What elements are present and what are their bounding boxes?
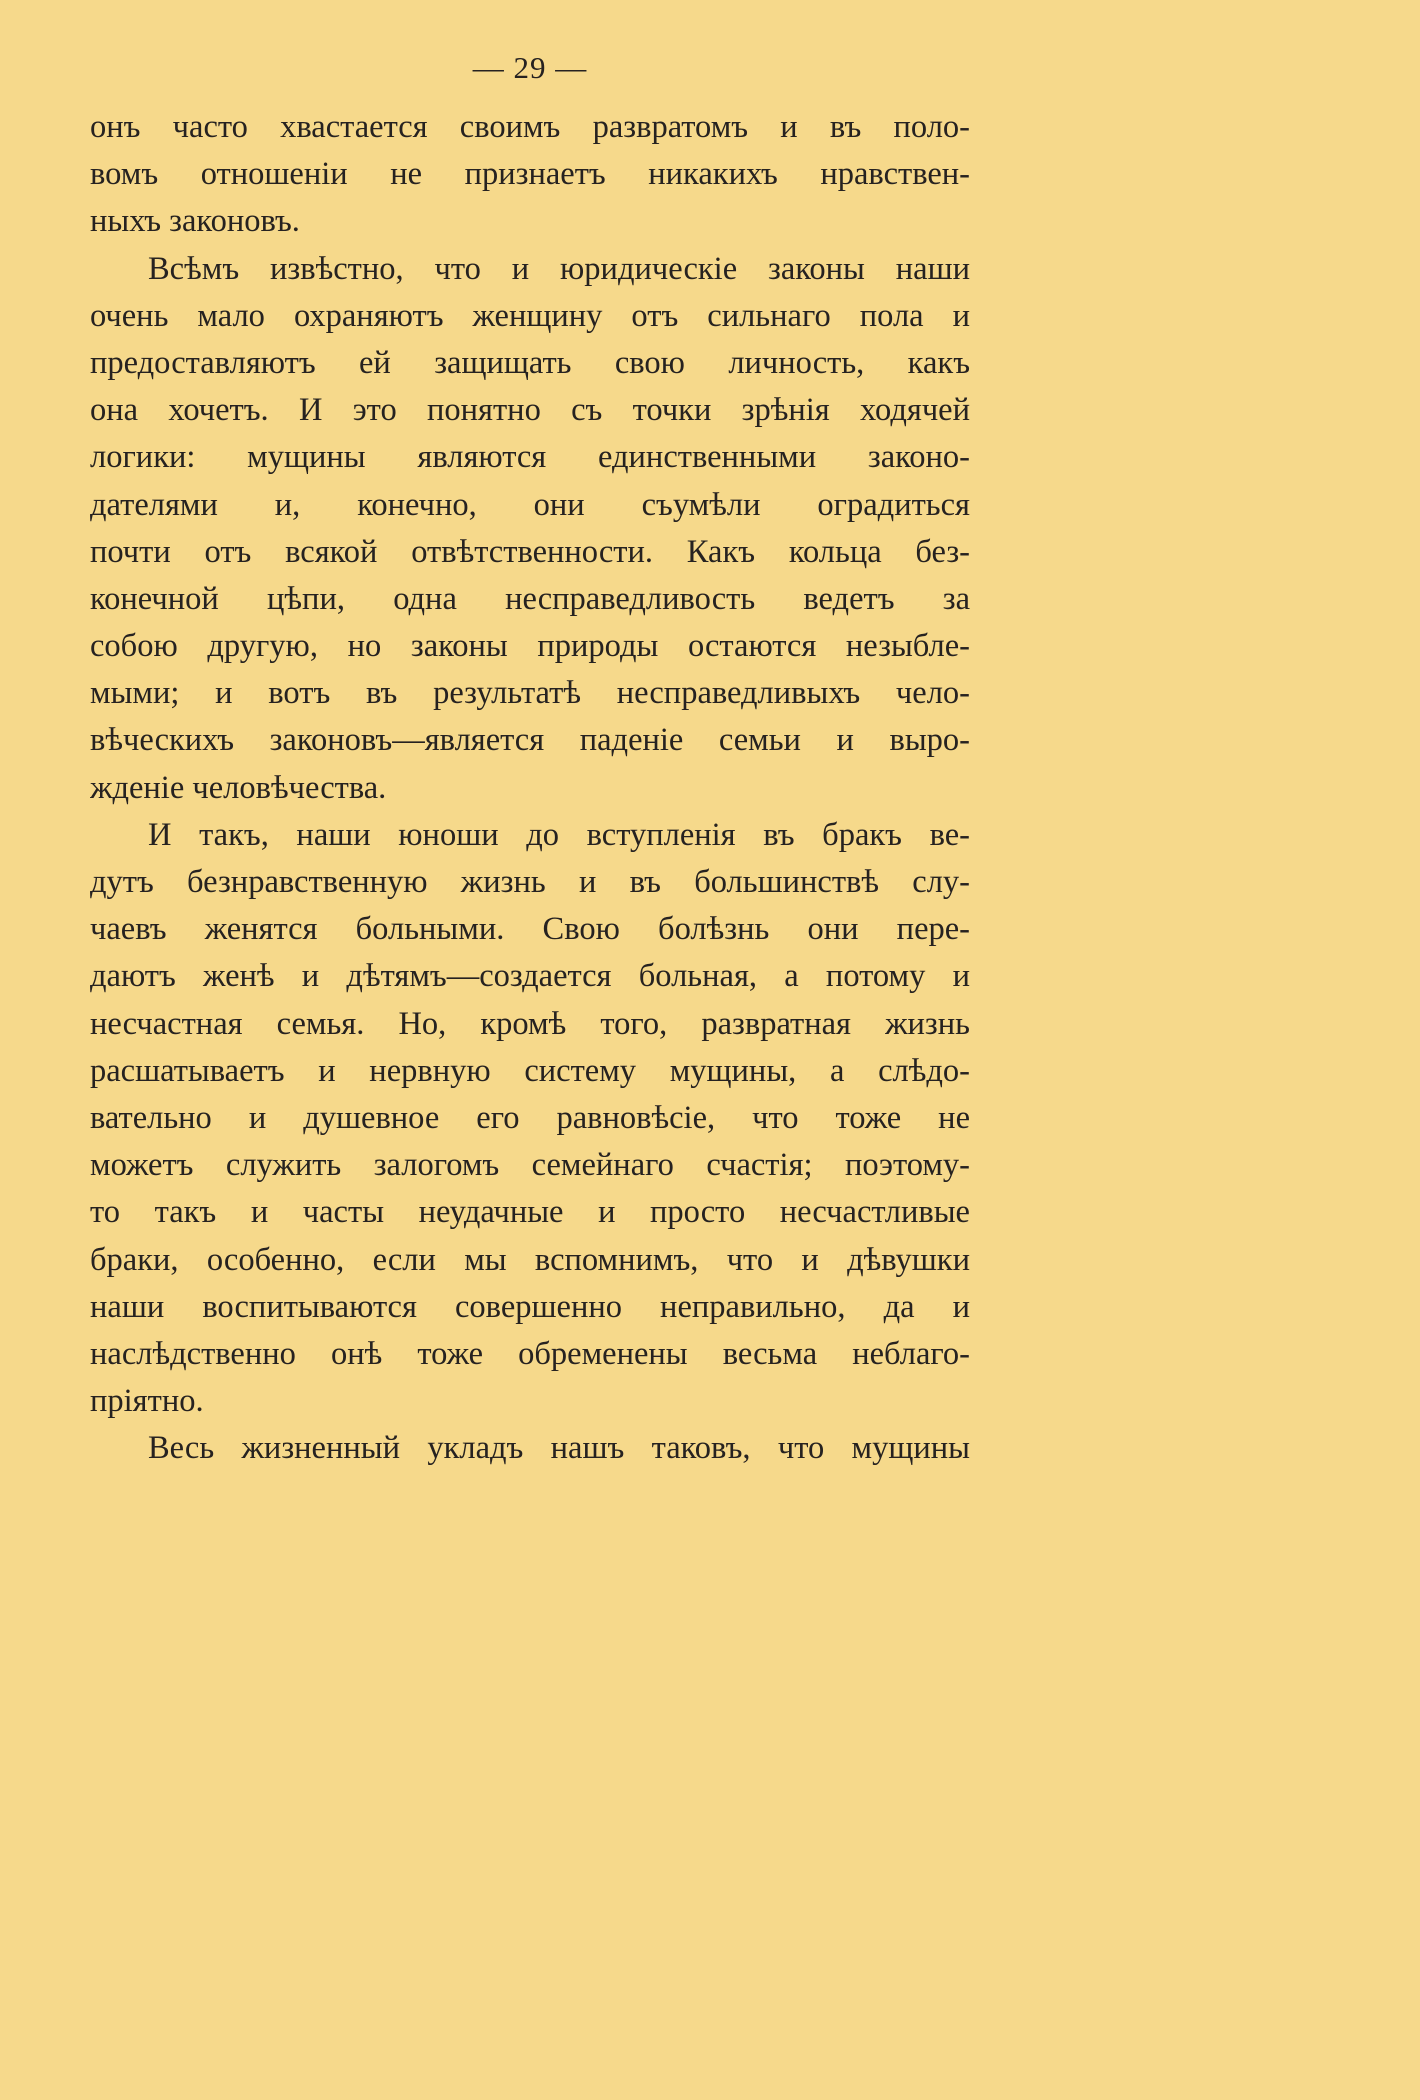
text-line: дутъ безнравственную жизнь и въ большинствѣ слу- xyxy=(90,864,970,900)
text-line: чаевъ женятся больными. Свою болѣзнь они пере- xyxy=(90,911,970,948)
text-line: пріятно. xyxy=(90,1383,204,1420)
text-line: наши воспитываются совершенно неправильно, да и xyxy=(90,1288,970,1325)
text-line: Весь жизненный укладъ нашъ таковъ, что мущины xyxy=(148,1430,970,1467)
paragraph xyxy=(90,1425,970,1472)
page-number: — 29 — xyxy=(472,50,588,85)
text-line: собою другую, но законы природы остаются незыбле- xyxy=(90,628,970,665)
text-line: вѣческихъ законовъ—является паденіе семьи и выро- xyxy=(90,722,970,759)
text-line: расшатываетъ и нервную систему мущины, а слѣдо- xyxy=(90,1052,970,1089)
paragraph xyxy=(90,812,970,1425)
text-line: то такъ и часты неудачные и просто несчастливые xyxy=(90,1194,970,1231)
text-line: можетъ служить залогомъ семейнаго счастія; поэтому- xyxy=(90,1147,970,1184)
text-line: несчастная семья. Но, кромѣ того, развратная жизнь xyxy=(90,1005,970,1042)
text-line: даютъ женѣ и дѣтямъ—создается больная, а потому и xyxy=(90,958,970,995)
text-line: предоставляютъ ей защищать свою личность, какъ xyxy=(90,344,970,381)
text-line: мыми; и вотъ въ результатѣ несправедливыхъ чело- xyxy=(90,675,970,712)
text-line: жденіе человѣчества. xyxy=(90,769,387,806)
text-line: конечной цѣпи, одна несправедливость ведетъ за xyxy=(90,580,970,617)
text-line: очень мало охраняютъ женщину отъ сильнаго пола и xyxy=(90,297,970,334)
text-line: Всѣмъ извѣстно, что и юридическіе законы наши xyxy=(148,250,970,287)
text-line: ныхъ законовъ. xyxy=(90,203,300,240)
text-line: браки, особенно, если мы вспомнимъ, что и дѣвушки xyxy=(90,1241,970,1278)
text-line: дателями и, конечно, они съумѣли оградиться xyxy=(90,486,970,523)
text-line: онъ часто хвастается своимъ развратомъ и въ поло- xyxy=(90,109,970,145)
paragraph xyxy=(90,246,970,812)
text-block xyxy=(90,104,970,1472)
text-line: вомъ отношеніи не признаетъ никакихъ нравствен- xyxy=(90,156,970,193)
text-line: наслѣдственно онѣ тоже обременены весьма неблаго- xyxy=(90,1335,970,1372)
text-line: вательно и душевное его равновѣсіе, что тоже не xyxy=(90,1099,970,1136)
text-line: И такъ, наши юноши до вступленія въ бракъ ве- xyxy=(148,816,970,853)
text-line: она хочетъ. И это понятно съ точки зрѣнія ходячей xyxy=(90,392,970,429)
text-line: логики: мущины являются единственными законо- xyxy=(90,439,970,476)
text-line: почти отъ всякой отвѣтственности. Какъ кольца без- xyxy=(90,533,970,570)
paragraph xyxy=(90,104,970,246)
